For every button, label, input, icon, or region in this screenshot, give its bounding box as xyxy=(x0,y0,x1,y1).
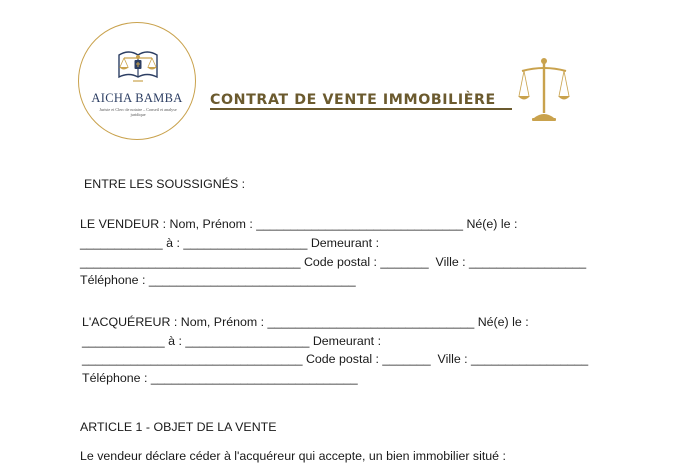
page-title: CONTRAT DE VENTE IMMOBILIÈRE xyxy=(210,92,496,108)
scales-book-icon xyxy=(113,45,163,89)
firm-logo xyxy=(78,22,196,140)
title-underline xyxy=(210,108,512,110)
seller-line-1: LE VENDEUR : Nom, Prénom : ______________________________ Né(e) le : xyxy=(80,217,518,231)
article-1-title: ARTICLE 1 - OBJET DE LA VENTE xyxy=(80,420,277,434)
article-1-text: Le vendeur déclare céder à l'acquéreur qui accepte, un bien immobilier situé : xyxy=(80,449,506,463)
buyer-line-4: Téléphone : ______________________________ xyxy=(82,371,358,385)
seller-line-3: ________________________________ Code postal : _______ Ville : _________________ xyxy=(80,255,587,269)
buyer-line-2: ____________ à : __________________ Demeurant : xyxy=(82,334,382,348)
seller-line-2: ____________ à : __________________ Demeurant : xyxy=(80,236,380,250)
buyer-line-3: ________________________________ Code postal : _______ Ville : _________________ xyxy=(82,352,589,366)
logo-tagline: Juriste et Clerc de notaire – Conseil et analyse juridique xyxy=(99,107,177,117)
seller-line-4: Téléphone : ______________________________ xyxy=(80,273,356,287)
scales-of-justice-icon xyxy=(518,56,570,126)
logo-name: AICHA BAMBA xyxy=(91,91,183,105)
parties-intro: ENTRE LES SOUSSIGNÉS : xyxy=(84,177,246,191)
buyer-line-1: L'ACQUÉREUR : Nom, Prénom : ______________________________ Né(e) le : xyxy=(82,315,529,329)
